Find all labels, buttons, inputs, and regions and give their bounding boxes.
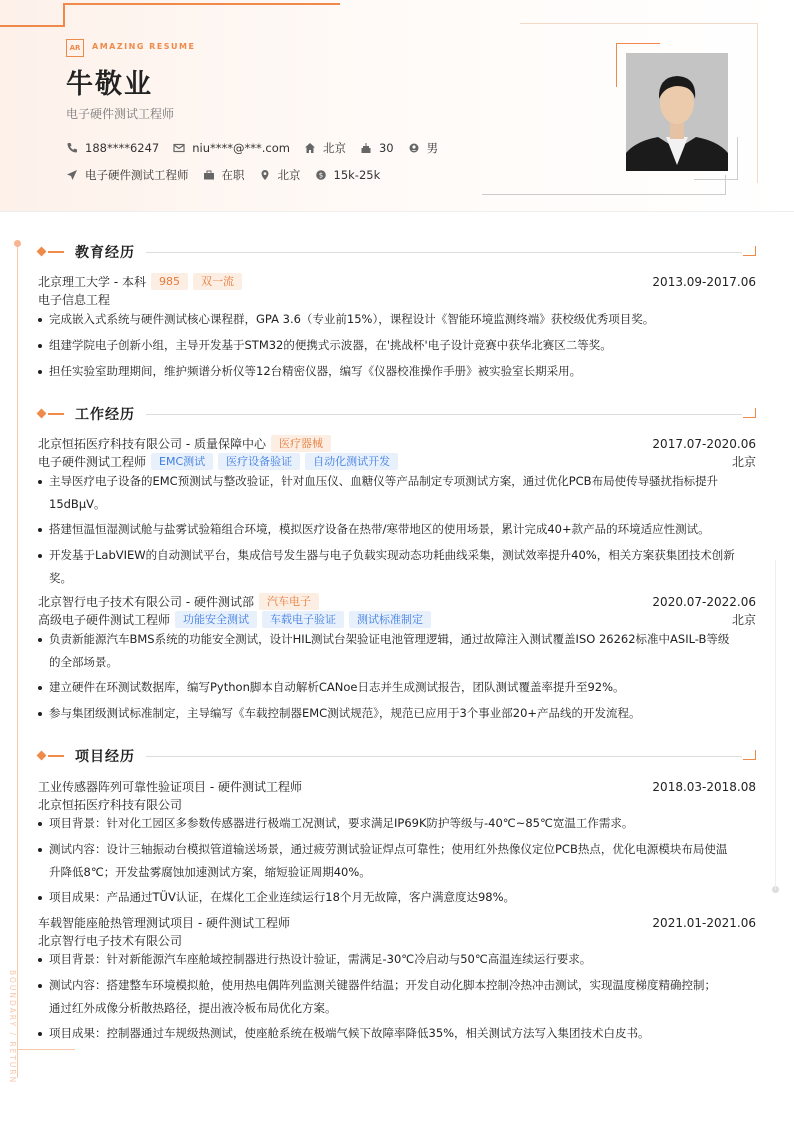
section-divider	[146, 252, 742, 253]
job-role-row	[38, 611, 756, 628]
project-header-row	[38, 778, 756, 795]
job-bullet: 主导医疗电子设备的EMC预测试与整改验证，针对血压仪、血糖仪等产品制定专项测试方案，通过优化PCB布局使传导骚扰指标提升	[38, 470, 756, 493]
project-bullet: 项目背景：针对新能源汽车座舱域控制器进行热设计验证，需满足-30℃冷启动与50℃高温连续运行要求。	[38, 948, 756, 971]
major: 电子信息工程	[38, 293, 111, 307]
decor-line-left-h	[0, 25, 65, 27]
decor-line-left-v	[63, 3, 65, 27]
salary-item	[315, 168, 381, 182]
side-vertical-text: BOUNDARY / RETURN	[8, 970, 17, 1085]
job-bullet: 开发基于LabVIEW的自动测试平台，集成信号发生器与电子负载实现动态功耗曲线采集，测试效率提升40%，相关方案获集团技术创新	[38, 544, 756, 567]
job-company: 北京智行电子技术有限公司 - 硬件测试部	[38, 595, 254, 609]
skill-tag: EMC测试	[151, 453, 213, 470]
salary-text: 15k-25k	[333, 168, 381, 182]
school-name: 北京理工大学 - 本科	[38, 275, 146, 289]
location-pin-icon	[259, 169, 271, 181]
section-dash	[48, 755, 64, 757]
education-section-header	[38, 242, 756, 262]
education-header-row	[38, 273, 756, 290]
project-bullet-continuation: 通过红外成像分析散热路径，提出液冷板布局优化方案。	[49, 1001, 337, 1015]
gender-icon	[408, 142, 420, 154]
skill-tag: 功能安全测试	[175, 611, 257, 628]
logo-mark: AR	[66, 39, 84, 57]
candidate-title: 电子硬件测试工程师	[66, 107, 175, 121]
age-text: 30	[378, 141, 394, 155]
project-company: 北京恒拓医疗科技有限公司	[38, 798, 183, 812]
gender-item	[408, 140, 439, 156]
project-period: 2021.01-2021.06	[652, 915, 756, 930]
section-dash	[48, 413, 64, 415]
left-rail-tick	[17, 1049, 75, 1050]
job-intent-row	[66, 167, 394, 183]
decor-gray-line-6	[737, 137, 738, 180]
phone-icon	[66, 142, 78, 154]
project-company-row	[38, 932, 756, 949]
skill-tag: 自动化测试开发	[305, 453, 398, 470]
education-bullet: 完成嵌入式系统与硬件测试核心课程群，GPA 3.6（专业前15%），课程设计《智能环境监测终端》获校级优秀项目奖。	[38, 308, 756, 331]
contact-row	[66, 140, 452, 156]
project-bullet: 项目成果：控制器通过车规级热测试，使座舱系统在极端气候下故障率降低35%，相关测试方法写入集团技术白皮书。	[38, 1022, 756, 1045]
section-title: 项目经历	[75, 749, 135, 765]
job-header-row	[38, 593, 756, 610]
project-name: 车载智能座舱热管理测试项目 - 硬件测试工程师	[38, 916, 290, 930]
project-company-row	[38, 796, 756, 813]
work-section-header	[38, 404, 756, 424]
svg-text:$: $	[318, 171, 323, 180]
email-item	[173, 141, 290, 155]
section-diamond-icon	[37, 409, 47, 419]
job-bullet: 参与集团级测试标准制定，主导编写《车载控制器EMC测试规范》，规范已应用于3个事业部20+产品线的开发流程。	[38, 702, 756, 725]
decor-line-top	[64, 3, 340, 5]
school-tag: 985	[151, 273, 188, 290]
section-corner-mark	[743, 408, 756, 418]
projects-section-header	[38, 746, 756, 766]
education-period: 2013.09-2017.06	[652, 274, 756, 289]
project-bullet: 测试内容：设计三轴振动台模拟管道输送场景，通过疲劳测试验证焊点可靠性；使用红外热像仪定位PCB热点，优化电源模块布局使温	[38, 838, 756, 861]
target-city-text: 北京	[277, 168, 301, 182]
decor-gray-line-3	[482, 194, 726, 195]
profile-photo	[626, 53, 728, 171]
left-rail-line	[17, 243, 18, 1078]
skill-tag: 测试标准制定	[349, 611, 431, 628]
job-period: 2017.07-2020.06	[652, 436, 756, 451]
left-rail-dot	[14, 240, 21, 247]
section-title: 教育经历	[75, 245, 135, 261]
project-bullet-continuation: 升降低8℃；开发盐雾腐蚀加速测试方案，缩短验证周期40%。	[49, 865, 371, 879]
money-icon	[315, 169, 327, 181]
mail-icon	[173, 142, 185, 154]
job-role: 高级电子硬件测试工程师	[38, 613, 171, 627]
job-bullet-continuation: 的全部场景。	[49, 655, 118, 669]
home-icon	[304, 142, 316, 154]
briefcase-icon	[203, 169, 215, 181]
project-company: 北京智行电子技术有限公司	[38, 934, 183, 948]
candidate-name: 牛敬业	[66, 69, 153, 100]
skill-tag: 车载电子验证	[262, 611, 344, 628]
education-bullet: 担任实验室助理期间，维护频谱分析仪等12台精密仪器，编写《仪器校准操作手册》被实验室长期采用。	[38, 360, 756, 383]
project-period: 2018.03-2018.08	[652, 779, 756, 794]
home-city-text: 北京	[322, 141, 346, 155]
job-bullet: 搭建恒温恒湿测试舱与盐雾试验箱组合环境，模拟医疗设备在热带/寒带地区的使用场景，累计完成40+款产品的环境适应性测试。	[38, 518, 756, 541]
decor-gray-line-4	[725, 175, 726, 195]
target-position-item	[66, 167, 189, 183]
job-city: 北京	[731, 613, 756, 627]
email-text: niu****@***.com	[192, 141, 290, 155]
section-divider	[146, 414, 742, 415]
right-rail-line	[775, 560, 776, 890]
project-name: 工业传感器阵列可靠性验证项目 - 硬件测试工程师	[38, 780, 302, 794]
decor-photo-corner-h	[616, 43, 660, 44]
decor-gray-line-1	[520, 23, 758, 24]
send-icon	[66, 169, 78, 181]
job-bullet-continuation: 15dBμV。	[49, 497, 106, 511]
section-corner-mark	[743, 750, 756, 760]
project-bullet: 项目背景：针对化工园区多参数传感器进行极端工况测试，要求满足IP69K防护等级与-40℃~85℃宽温工作需求。	[38, 812, 756, 835]
project-header-row	[38, 914, 756, 931]
decor-photo-corner-v	[616, 43, 617, 87]
job-period: 2020.07-2022.06	[652, 594, 756, 609]
decor-gray-line-5	[694, 179, 738, 180]
job-bullet: 建立硬件在环测试数据库，编写Python脚本自动解析CANoe日志并生成测试报告，团队测试覆盖率提升至92%。	[38, 676, 756, 699]
education-major-row	[38, 291, 756, 308]
job-city: 北京	[731, 455, 756, 469]
industry-tag: 汽车电子	[259, 593, 319, 610]
job-role: 电子硬件测试工程师	[38, 455, 147, 469]
section-corner-mark	[743, 246, 756, 256]
decor-gray-line-2	[757, 23, 758, 183]
target-position-text: 电子硬件测试工程师	[85, 168, 189, 182]
section-dash	[48, 251, 64, 253]
section-diamond-icon	[37, 247, 47, 257]
phone-item	[66, 141, 159, 155]
project-bullet: 项目成果：产品通过TÜV认证，在煤化工企业连续运行18个月无故障，客户满意度达98%。	[38, 886, 756, 909]
phone-text: 188****6247	[85, 141, 160, 155]
age-item	[360, 141, 394, 155]
job-header-row	[38, 435, 756, 452]
skill-tag: 医疗设备验证	[218, 453, 300, 470]
school-tag: 双一流	[193, 273, 242, 290]
job-company: 北京恒拓医疗科技有限公司 - 质量保障中心	[38, 437, 266, 451]
status-item	[203, 167, 245, 183]
education-bullet: 组建学院电子创新小组，主导开发基于STM32的便携式示波器，在'挑战杯'电子设计竞赛中获华北赛区二等奖。	[38, 334, 756, 357]
job-bullet: 负责新能源汽车BMS系统的功能安全测试，设计HIL测试台架验证电池管理逻辑，通过故障注入测试覆盖ISO 26262标准中ASIL-B等级	[38, 628, 756, 651]
gender-text: 男	[426, 141, 439, 155]
cake-icon	[360, 142, 372, 154]
project-bullet: 测试内容：搭建整车环境模拟舱，使用热电偶阵列监测关键器件结温；开发自动化脚本控制冷热冲击测试，实现温度梯度精确控制；	[38, 974, 756, 997]
job-bullet-continuation: 奖。	[49, 571, 72, 585]
section-divider	[146, 756, 742, 757]
section-diamond-icon	[37, 751, 47, 761]
home-city-item	[304, 140, 346, 156]
status-text: 在职	[221, 168, 245, 182]
logo-text: AMAZING RESUME	[92, 42, 196, 51]
section-title: 工作经历	[75, 407, 135, 423]
target-city-item	[259, 167, 301, 183]
job-role-row	[38, 453, 756, 470]
industry-tag: 医疗器械	[271, 435, 331, 452]
